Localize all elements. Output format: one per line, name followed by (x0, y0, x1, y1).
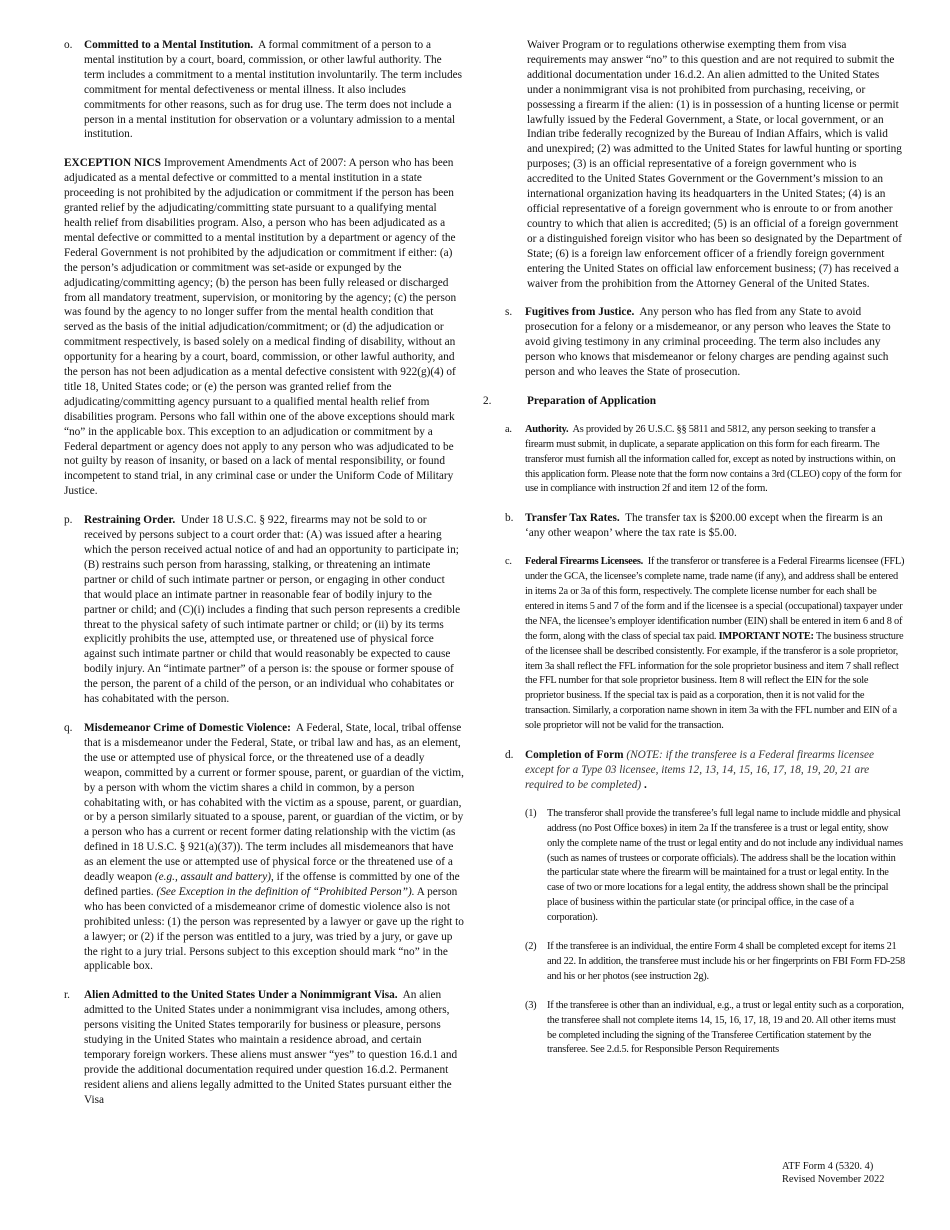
item-marker: r. (64, 989, 70, 1002)
item-body: If the transferor or transferee is a Federal Firearms licensee (FFL) under the GCA, the licensee’s complete name, trade name (if any), and address shall be entered in items 2a or 3a of this form, respectively. The complete license number for each shall be entered in items 5 and 7 of the form and if the licensee is a special (occupational) taxpayer under the NFA, the licensee’s employer identification number (EIN) shall be entered in item 6 and 8 of the form, along with the class of special tax paid. (525, 556, 905, 642)
item-title: Federal Firearms Licensees. (525, 556, 643, 568)
definition-p (64, 513, 464, 707)
definition-body: Any person who has fled from any State to avoid prosecution for a felony or a misdemeanor, or any person who leaves the State to avoid giving testimony in any criminal proceeding. The term also includes any person who knows that misdemeanor or felony charges are pending against such person and who leaves the State of prosecution. (525, 306, 891, 379)
item-marker: p. (64, 514, 73, 527)
item-body: The transfer tax is $200.00 except when the firearm is an ‘any other weapon’ where the tax rate is $5.00. (525, 512, 883, 540)
definition-body: , if the offense is committed by one of the defined parties. (84, 871, 460, 898)
form-revision: Revised November 2022 (782, 1174, 885, 1185)
item-d-3 (525, 999, 905, 1059)
item-body: If the transferee is an individual, the entire Form 4 shall be completed except for items 21 and 22. In addition, the transferee must include his or her fingerprints on FBI Form FD-258 and his or her photos (see instruction 2g). (547, 941, 905, 982)
definition-body: A Federal, State, local, tribal offense that is a misdemeanor under the Federal, State, or tribal law and has, as an element, the use or attempted use of physical force, or the threatened use of a deadly weapon, committed by a current or former spouse, parent, or guardian of the victim, by a person with whom the victim shares a child in common, by a person cohabitating with, or has cohabited with the victim as a spouse, parent, or guardian, or by a person similarly situated to a spouse, parent, or guardian of the victim, or by a person who has a current or recent former dating relationship with the victim (as defined in 18 U.S.C. § 921(a)(37)). The term includes all misdemeanors that have as an element the use or attempted use of physical force or the threatened use of a deadly weapon (84, 721, 464, 884)
section-title: Preparation of Application (527, 394, 657, 407)
important-note: IMPORTANT NOTE: (718, 630, 814, 642)
item-marker: o. (64, 39, 73, 51)
definition-r (64, 988, 464, 1107)
definition-body: A person who has been convicted of a misdemeanor crime of domestic violence also is not prohibited unless: (1) the person was represented by a lawyer or gave up the right to a lawyer; or (2) if the person was entitled to a jury, was tried by a jury, or gave up the right to a jury trial. Persons subject to this exception should mark “no” in the applicable box. (84, 885, 464, 973)
item-marker: q. (64, 721, 73, 734)
item-body: If the transferee is other than an individual, e.g., a trust or legal entity such as a corporation, the transferee shall not complete items 14, 15, 16, 17, 18, 19 and 20. All other items must be completed including the signing of the Transferee Certification statement by the transferee. See 2.d.5. for Responsible Person Requirements (547, 999, 904, 1056)
item-marker: d. (505, 749, 514, 762)
definition-title: Alien Admitted to the United States Under a Nonimmigrant Visa. (84, 989, 398, 1002)
item-marker: a. (505, 423, 512, 435)
item-d-1 (525, 807, 905, 926)
definition-r-continued: Waiver Program or to regulations otherwise exempting them from visa requirements may answer “no” to this question and are not required to submit the additional documentation under 16.d.2. An alien admitted to the United States under a nonimmigrant visa is not prohibited from purchasing, receiving, or possessing a firearm if the alien: (1) is in possession of a hunting license or permit lawfully issued by the Federal Government, a State, or local government, or an Indian tribe federally recognized by the Bureau of Indian Affairs, which is valid and unexpired; (2) was admitted to the United States for lawful hunting or sporting purposes; (3) is an official representative of a foreign government who is accredited to the United States Government or the Government’s mission to an international organization having its headquarters in the United States; (4) is an official representative of a foreign government who is enroute to or from another country to which that alien is accredited; (5) is an official of a foreign government or a distinguished foreign visitor who has been so designated by the Department of State; (6) is a foreign law enforcement officer of a friendly foreign government entering the United States on official law enforcement business; (7) has received a waiver from the prohibition from the Attorney General of the United States. (527, 39, 902, 290)
item-marker: s. (505, 306, 513, 319)
exception-body: Improvement Amendments Act of 2007: A person who has been adjudicated as a mental defective or committed to a mental institution in a state proceeding is not prohibited by the adjudication or commitment if the person has been granted relief by the adjudicating/committing state pursuant to a qualifying mental health relief from disabilities program. Also, a person who has been adjudicated as a mental defective or committed to a mental institution by a department or agency of the Federal Government is not prohibited by the adjudication or commitment if either: (a) the person’s adjudication or commitment was set-aside or expunged by the adjudicating/committing agency; (b) the person has been fully released or discharged from all mandatory treatment, supervision, or monitoring by the agency; (c) the person was found by the agency to no longer suffer from the mental health condition that served as the basis of the initial adjudication/commitment; or (d) the adjudication or commitment respectively, is based solely on a medical finding of disability, without an opportunity for a hearing by a court, board, commission, or other lawful authority, and the person has not been adjudication as a mental defective consistent with 922(g)(4) of title 18, United States code; or (e) the person was granted relief from the adjudicating/committing agency pursuant to a qualified mental health relief from disabilities program. Persons who fall within one of the above exceptions should mark “no” in the applicable box. This exception to an adjudication or commitment by a Federal department or agency does not apply to any person who was adjudicated to be not guilty by reason of insanity, or based on a lack of mental responsibility, or found incompetent to stand trial, in any criminal case or under the Uniform Code of Military Justice. (64, 157, 457, 498)
right-column (483, 38, 905, 1072)
section-marker: 2. (483, 394, 492, 407)
definition-title: Committed to a Mental Institution. (84, 39, 254, 51)
item-title: Transfer Tax Rates. (525, 512, 620, 525)
definition-italic: (See Exception in the definition of “Prohibited Person”). (156, 885, 415, 898)
item-body: The business structure of the licensee shall be described consistently. For example, if the transferor is a sole proprietor, item 3a shall reflect the FFL information for the sole proprietor business and item 7 shall reflect the FFL number for that sole proprietor business. Item 8 will reflect the EIN for the sole proprietor business. If the special tax is paid as a corporation, then it is not valid for the transaction. Similarly, a corporation name shown in item 3a with the FFL number and EIN of a sole proprietor will not be valid for the transaction. (525, 630, 904, 732)
item-b-transfer-tax (505, 511, 905, 541)
left-column (64, 38, 464, 1122)
item-d-completion (505, 748, 905, 793)
item-marker: (2) (525, 941, 537, 953)
definition-title: Restraining Order. (84, 514, 176, 527)
definition-s (505, 305, 905, 380)
definition-title: Misdemeanor Crime of Domestic Violence: (84, 721, 291, 734)
item-a-authority (505, 423, 905, 498)
definition-o (64, 38, 464, 142)
section-2-heading (483, 394, 905, 409)
item-marker: (1) (525, 807, 537, 819)
definition-body: A formal commitment of a person to a mental institution by a court, board, commission, or other lawful authority. The term includes a commitment to a mental institution involuntarily. The term includes commitment for mental defectiveness or mental illness. It also includes commitments for other reasons, such as for drug use. The term does not include a person in a mental institution for observation or a voluntary admission to a mental institution. (84, 39, 463, 141)
item-title: Authority. (525, 423, 569, 435)
form-footer (782, 1160, 884, 1186)
definition-q (64, 721, 464, 974)
exception-title: EXCEPTION NICS (64, 157, 161, 170)
form-number: ATF Form 4 (5320. 4) (782, 1161, 874, 1172)
item-c-ffl (505, 555, 905, 734)
item-note-end: . (644, 778, 647, 791)
item-d-2 (525, 940, 905, 985)
item-marker: c. (505, 556, 512, 568)
item-marker: b. (505, 512, 514, 525)
item-marker: (3) (525, 999, 537, 1011)
definition-body: An alien admitted to the United States under a nonimmigrant visa includes, among others, persons visiting the United States temporarily for business or pleasure, persons studying in the United States who maintain a residence abroad, and certain temporary foreign workers. These aliens must answer “yes” to question 16.d.1 and provide the additional documentation required under question 16.d.2. Permanent resident aliens and aliens legally admitted to the United States pursuant either the Visa (84, 989, 458, 1106)
item-title: Completion of Form (525, 749, 624, 762)
definition-body: Under 18 U.S.C. § 922, firearms may not be sold to or received by persons subject to a court order that: (A) was issued after a hearing which the person received actual notice of and had an opportunity to participate in; (B) restrains such person from harassing, stalking, or threatening an intimate partner or child of such intimate partner or person, or engaging in other conduct that would place an intimate partner in reasonable fear of bodily injury to the partner or child; and (C)(i) includes a finding that such person represents a credible threat to the physical safety of such intimate partner or child; or (ii) by its terms explicitly prohibits the use, attempted use, or threatened use of physical force against such intimate partner or child that would reasonably be expected to cause bodily injury. An “intimate partner” of a person is: the spouse or former spouse of the person, the parent of a child of the person, or an individual who cohabitates or has cohabitated with the person. (84, 514, 461, 706)
definition-title: Fugitives from Justice. (525, 306, 635, 319)
item-body: As provided by 26 U.S.C. §§ 5811 and 5812, any person seeking to transfer a firearm must submit, in duplicate, a separate application on this form for each firearm. The transferor must furnish all the information called for, except as noted by instructions within, on this application form. Please note that the form now contains a 3rd (CLEO) copy of the form for use in compliance with instruction 2f and item 12 of the form. (525, 423, 902, 495)
item-body: The transferor shall provide the transferee’s full legal name to include middle and physical address (no Post Office boxes) in item 2a If the transferee is a trust or legal entity, show only the complete name of the trust or legal entity and do not include any individual names (such as names of trustees or corporate officials). The address shall be the location within the particular state where the firearm will be maintained for a trust or legal entity. In the case of two or more locations for a legal entity, the address shown shall be the principal place of business within the particular state (or principal office, in the case of a corporation). (547, 807, 903, 924)
item-note: (NOTE: if the transferee is a Federal firearms licensee except for a Type 03 licensee, items 12, 13, 14, 15, 16, 17, 18, 19, 20, 21 are required to be completed) (525, 749, 875, 791)
exception-nics (64, 156, 464, 499)
definition-italic: (e.g., assault and battery) (154, 871, 271, 884)
